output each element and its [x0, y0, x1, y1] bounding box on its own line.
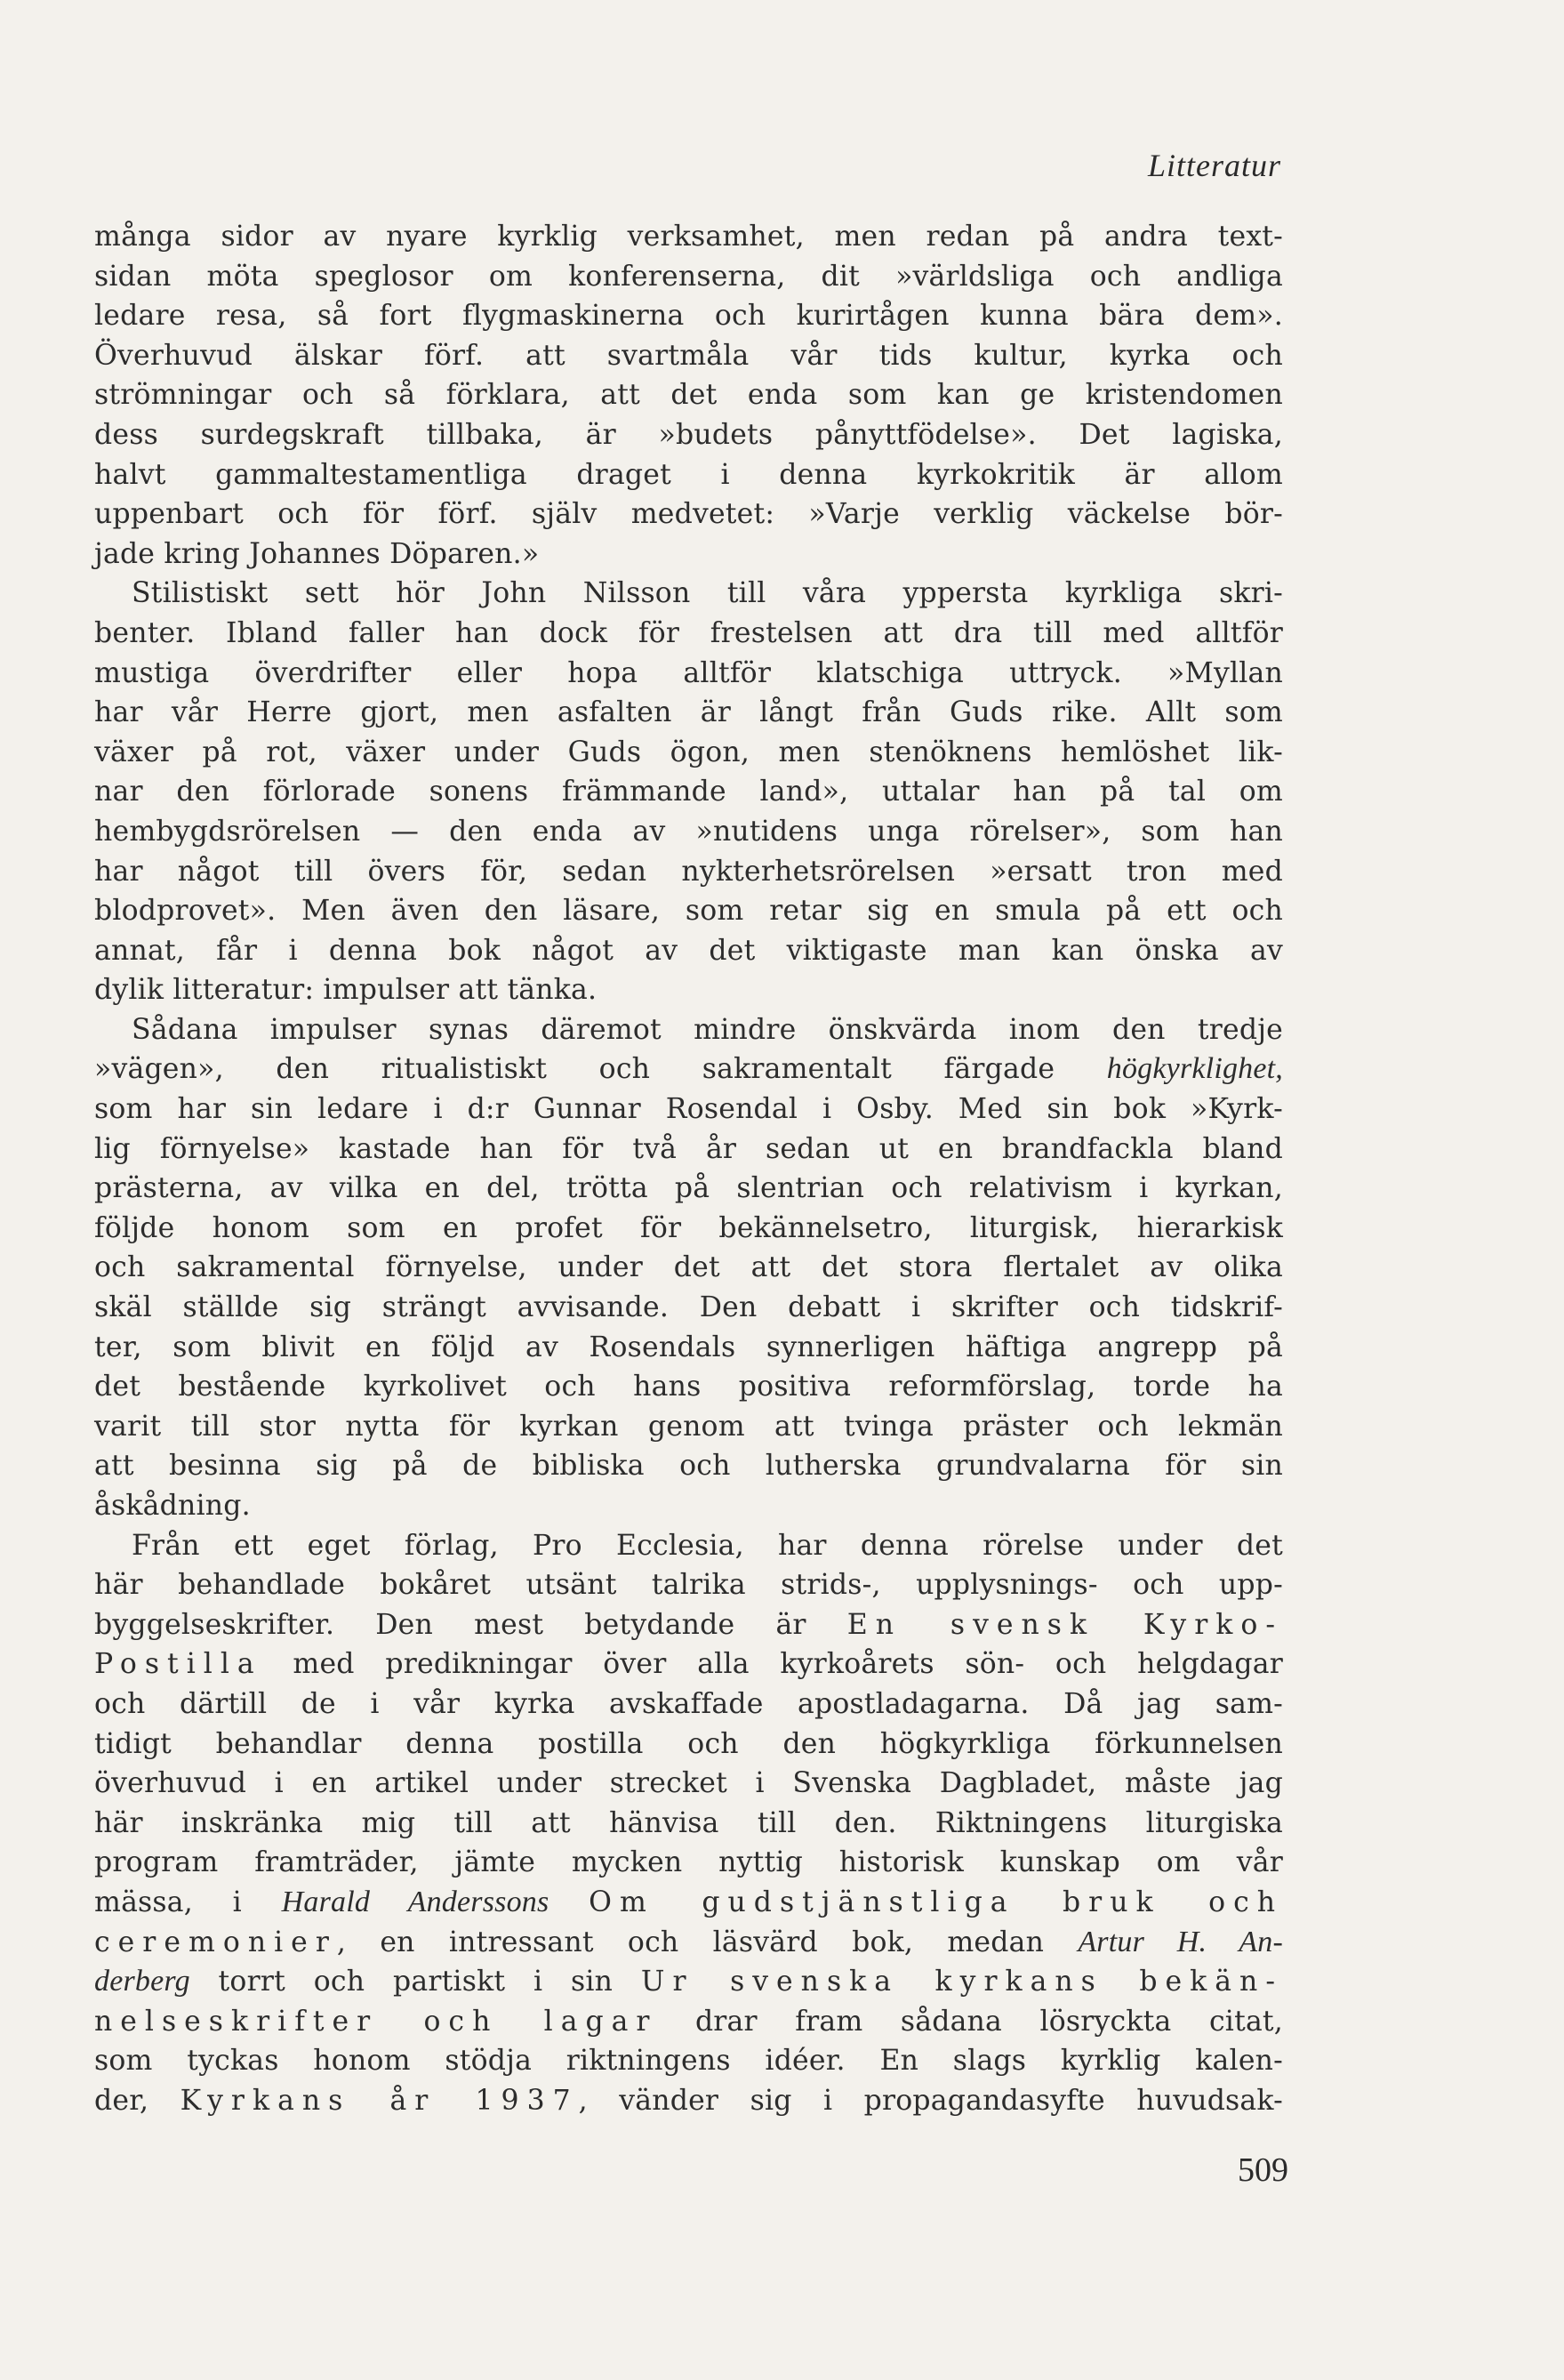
spaced-title: En svensk Kyrko- [846, 1608, 1283, 1641]
text-run: , vänder sig i propagandasyfte huvudsak- [578, 2084, 1283, 2117]
text-run: det bestående kyrkolivet och hans positiva reformförslag, torde ha [94, 1371, 1283, 1403]
text-line [94, 1764, 1283, 1804]
text-run: uppenbart och för förf. själv medvetet: »Varje verklig väckelse bör- [94, 498, 1283, 531]
text-line [94, 1883, 1283, 1923]
text-line [94, 257, 1283, 297]
text-line [94, 733, 1283, 773]
text-run: här inskränka mig till att hänvisa till den. Riktningens liturgiska [94, 1806, 1283, 1839]
spaced-title: Kyrkans år 1937 [180, 2084, 579, 2117]
body-text [94, 217, 1283, 2121]
text-run: drar fram sådana lösryckta citat, [657, 2005, 1283, 2038]
text-run: Sådana impulser synas däremot mindre önskvärda inom den tredje [132, 1013, 1283, 1046]
text-run: blodprovet». Men även den läsare, som retar sig en smula på ett och [94, 895, 1283, 928]
text-line [94, 614, 1283, 654]
text-run: med predikningar över alla kyrkoårets sön- och helgdagar [261, 1648, 1283, 1681]
text-run: följde honom som en profet för bekännelsetro, liturgisk, hierarkisk [94, 1211, 1283, 1244]
text-run: som har sin ledare i d:r Gunnar Rosendal i Osby. Med sin bok »Kyrk- [94, 1093, 1283, 1126]
text-run: halvt gammaltestamentliga draget i denna kyrkokritik är allom [94, 458, 1283, 491]
text-run: annat, får i denna bok något av det viktigaste man kan önska av [94, 934, 1283, 967]
text-line [94, 772, 1283, 812]
text-run: dylik litteratur: impulser att tänka. [94, 974, 598, 1007]
text-run: prästerna, av vilka en del, trötta på slentrian och relativism i kyrkan, [94, 1172, 1283, 1205]
text-line [94, 693, 1283, 733]
text-line [94, 812, 1283, 852]
text-line [94, 2081, 1283, 2121]
text-line [94, 2002, 1283, 2042]
text-run: ter, som blivit en följd av Rosendals synnerligen häftiga angrepp på [94, 1331, 1283, 1363]
text-line [94, 1288, 1283, 1328]
text-line [94, 494, 1283, 535]
text-line [94, 217, 1283, 257]
text-run: överhuvud i en artikel under strecket i Svenska Dagbladet, måste jag [94, 1767, 1283, 1800]
text-line [94, 1446, 1283, 1486]
text-line [94, 1328, 1283, 1368]
text-run: skäl ställde sig strängt avvisande. Den debatt i skrifter och tidskrif- [94, 1291, 1283, 1324]
text-line [94, 1526, 1283, 1566]
text-line [94, 654, 1283, 694]
text-run: byggelseskrifter. Den mest betydande är [94, 1608, 847, 1641]
text-run: växer på rot, växer under Guds ögon, men stenöknens hemlöshet lik- [94, 736, 1283, 768]
text-line [94, 1130, 1283, 1170]
text-run [549, 1886, 589, 1918]
text-run: och sakramental förnyelse, under det att det stora flertalet av olika [94, 1251, 1283, 1284]
text-line [94, 1725, 1283, 1765]
spaced-title: nelseskrifter och lagar [94, 2005, 658, 2038]
text-run: Stilistiskt sett hör John Nilsson till våra yppersta kyrkliga skri- [132, 577, 1283, 610]
text-run: många sidor av nyare kyrklig verksamhet, men redan på andra text- [94, 221, 1283, 253]
text-line [94, 1367, 1283, 1407]
text-line [94, 1407, 1283, 1447]
text-run: att besinna sig på de bibliska och lutherska grundvalarna för sin [94, 1450, 1283, 1483]
text-run: åskådning. [94, 1490, 251, 1522]
text-run: torrt och partiskt i sin [189, 1966, 641, 1998]
text-line [94, 1169, 1283, 1209]
text-run: Från ett eget förlag, Pro Ecclesia, har denna rörelse under det [132, 1529, 1283, 1562]
spaced-title: ceremonier [94, 1926, 337, 1958]
text-line [94, 1962, 1283, 2002]
text-run: der, [94, 2084, 180, 2117]
author-name: Artur H. An- [1078, 1925, 1283, 1958]
text-line [94, 1804, 1283, 1844]
text-line [94, 891, 1283, 931]
running-head: Litteratur [1147, 148, 1281, 183]
text-run: nar den förlorade sonens främmande land», uttalar han på tal om [94, 776, 1283, 808]
spaced-title: Om gudstjänstliga bruk och [589, 1886, 1283, 1918]
text-run: jade kring Johannes Döparen.» [94, 537, 540, 570]
text-line [94, 1605, 1283, 1645]
author-name: derberg [94, 1965, 190, 1998]
text-run: , en intressant och läsvärd bok, medan [336, 1926, 1079, 1958]
text-run: ledare resa, så fort flygmaskinerna och kurirtågen kunna bära dem». [94, 300, 1283, 333]
text-line [94, 535, 1283, 575]
text-run: strömningar och så förklara, att det enda som kan ge kristendomen [94, 379, 1283, 412]
text-line [94, 415, 1283, 455]
text-run: mustiga överdrifter eller hopa alltför klatschiga uttryck. »Myllan [94, 656, 1283, 689]
text-line [94, 1644, 1283, 1684]
text-run: program framträder, jämte mycken nyttig historisk kunskap om vår [94, 1846, 1283, 1879]
text-run: hembygdsrörelsen — den enda av »nutidens unga rörelser», som han [94, 815, 1283, 848]
text-line [94, 931, 1283, 971]
text-line [94, 455, 1283, 495]
text-run: Överhuvud älskar förf. att svartmåla vår tids kultur, kyrka och [94, 339, 1283, 372]
text-run: benter. Ibland faller han dock för frestelsen att dra till med alltför [94, 616, 1283, 649]
text-line [94, 1684, 1283, 1725]
text-line [94, 1010, 1283, 1050]
text-line [94, 1486, 1283, 1526]
author-name: Harald Anderssons [281, 1885, 549, 1918]
text-run: mässa, i [94, 1886, 282, 1918]
text-line [94, 1089, 1283, 1130]
text-line [94, 1843, 1283, 1883]
page-number: 509 [1238, 2151, 1288, 2189]
text-line [94, 1923, 1283, 1963]
text-run: sidan möta speglosor om konferenserna, dit »världsliga och andliga [94, 260, 1283, 293]
text-line [94, 375, 1283, 415]
italic-term: högkyrklighet, [1106, 1052, 1283, 1086]
text-line [94, 1565, 1283, 1605]
text-run: varit till stor nytta för kyrkan genom att tvinga präster och lekmän [94, 1410, 1283, 1443]
text-run: och därtill de i vår kyrka avskaffade apostladagarna. Då jag sam- [94, 1687, 1283, 1720]
spaced-title: Postilla [94, 1648, 262, 1681]
text-run: lig förnyelse» kastade han för två år sedan ut en brandfackla bland [94, 1132, 1283, 1165]
text-line [94, 296, 1283, 336]
text-run: som tyckas honom stödja riktningens idéer. En slags kyrklig kalen- [94, 2045, 1283, 2078]
text-run: dess surdegskraft tillbaka, är »budets pånyttfödelse». Det lagiska, [94, 418, 1283, 451]
text-line [94, 2041, 1283, 2081]
text-line [94, 336, 1283, 376]
text-run: här behandlade bokåret utsänt talrika strids-, upplysnings- och upp- [94, 1569, 1283, 1602]
text-run: har något till övers för, sedan nykterhetsrörelsen »ersatt tron med [94, 855, 1283, 888]
text-run: tidigt behandlar denna postilla och den högkyrkliga förkunnelsen [94, 1727, 1283, 1760]
text-line [94, 1209, 1283, 1249]
text-line [94, 970, 1283, 1010]
spaced-title: Ur svenska kyrkans bekän- [640, 1966, 1283, 1998]
text-line [94, 852, 1283, 892]
text-line [94, 574, 1283, 614]
text-line [94, 1049, 1283, 1089]
text-line [94, 1248, 1283, 1288]
text-run: har vår Herre gjort, men asfalten är långt från Guds rike. Allt som [94, 696, 1283, 729]
text-run: »vägen», den ritualistiskt och sakramentalt färgade [94, 1053, 1107, 1086]
